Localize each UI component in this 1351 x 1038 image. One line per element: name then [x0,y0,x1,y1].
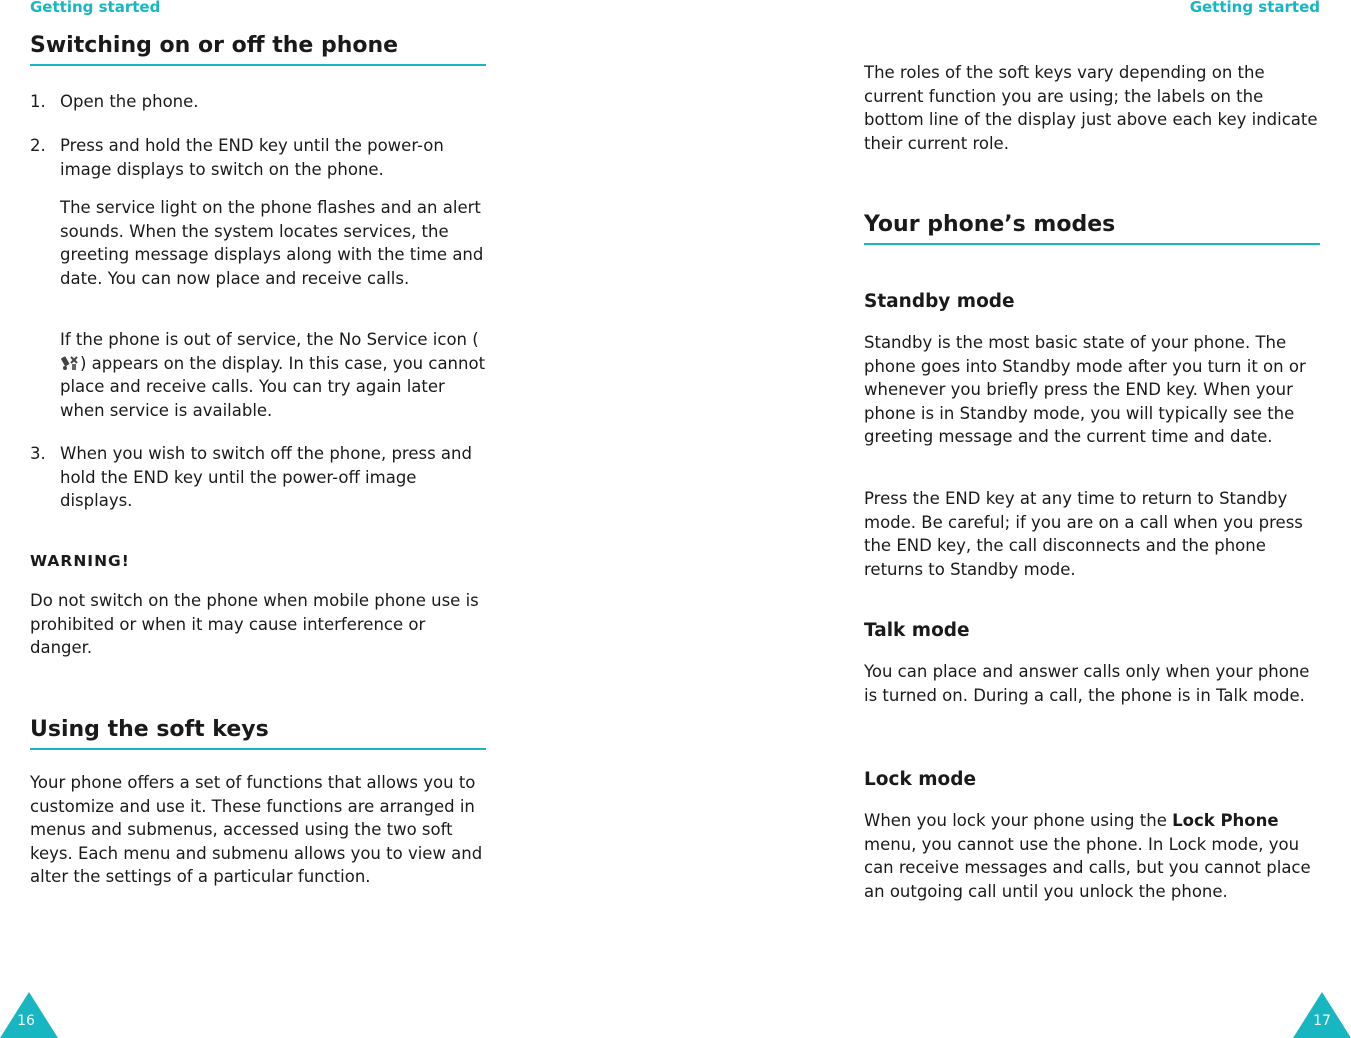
step-number: 3. [30,444,46,463]
lock-phone-menu-name: Lock Phone [1172,811,1279,830]
note-text-before: If the phone is out of service, the No Service icon ( [60,330,479,349]
step-text: Press and hold the END key until the power-on image displays to switch on the phone. [60,136,444,179]
softkeys-continued: The roles of the soft keys vary depending on the current function you are using; the labels on the bottom line of the display just above each key indicate their current role. [864,63,1318,153]
step-text: Open the phone. [60,92,199,111]
warning-text: Do not switch on the phone when mobile phone use is prohibited or when it may cause interference or danger. [30,591,479,657]
step-note-no-service [60,328,490,422]
running-header: Getting started [30,0,161,16]
step-number: 2. [30,136,46,155]
page-number-right: 17 [1313,1013,1331,1029]
softkeys-paragraph: Your phone offers a set of functions that allows you to customize and use it. These functions are arranged in menus and submenus, accessed using the two soft keys. Each menu and submenu allows you to view and alter the settings of a particular function. [30,773,483,886]
lock-paragraph [864,809,1320,903]
lock-text-before: When you lock your phone using the [864,811,1173,830]
page-number-left: 16 [17,1013,35,1029]
step-note: The service light on the phone flashes and an alert sounds. When the system locates services, the greeting message displays along with the time and date. You can now place and receive calls. [60,198,484,288]
subsection-title-talk: Talk mode [864,620,970,641]
running-header: Getting started [1189,0,1320,16]
subsection-title-lock: Lock mode [864,769,976,790]
no-service-icon [61,354,79,372]
section-title-softkeys: Using the soft keys [30,716,486,750]
step-number: 1. [30,92,46,111]
step-text: When you wish to switch off the phone, press and hold the END key until the power-off image displays. [60,444,472,510]
standby-paragraph-1: Standby is the most basic state of your phone. The phone goes into Standby mode after you turn it on or whenever you briefly press the END key. When your phone is in Standby mode, you will typically see the greeting message and the current time and date. [864,333,1306,446]
section-title-switching: Switching on or off the phone [30,32,486,66]
note-text-after: ) appears on the display. In this case, you cannot place and receive calls. You can try again later when service is available. [60,353,486,420]
subsection-title-standby: Standby mode [864,291,1015,312]
lock-text-after: menu, you cannot use the phone. In Lock mode, you can receive messages and calls, but you cannot place an outgoing call until you unlock the phone. [864,834,1311,901]
talk-paragraph: You can place and answer calls only when your phone is turned on. During a call, the phone is in Talk mode. [864,662,1310,705]
section-title-modes: Your phone’s modes [864,211,1320,245]
standby-paragraph-2: Press the END key at any time to return to Standby mode. Be careful; if you are on a call when you press the END key, the call disconnects and the phone returns to Standby mode. [864,489,1303,579]
warning-title: WARNING! [30,552,130,570]
